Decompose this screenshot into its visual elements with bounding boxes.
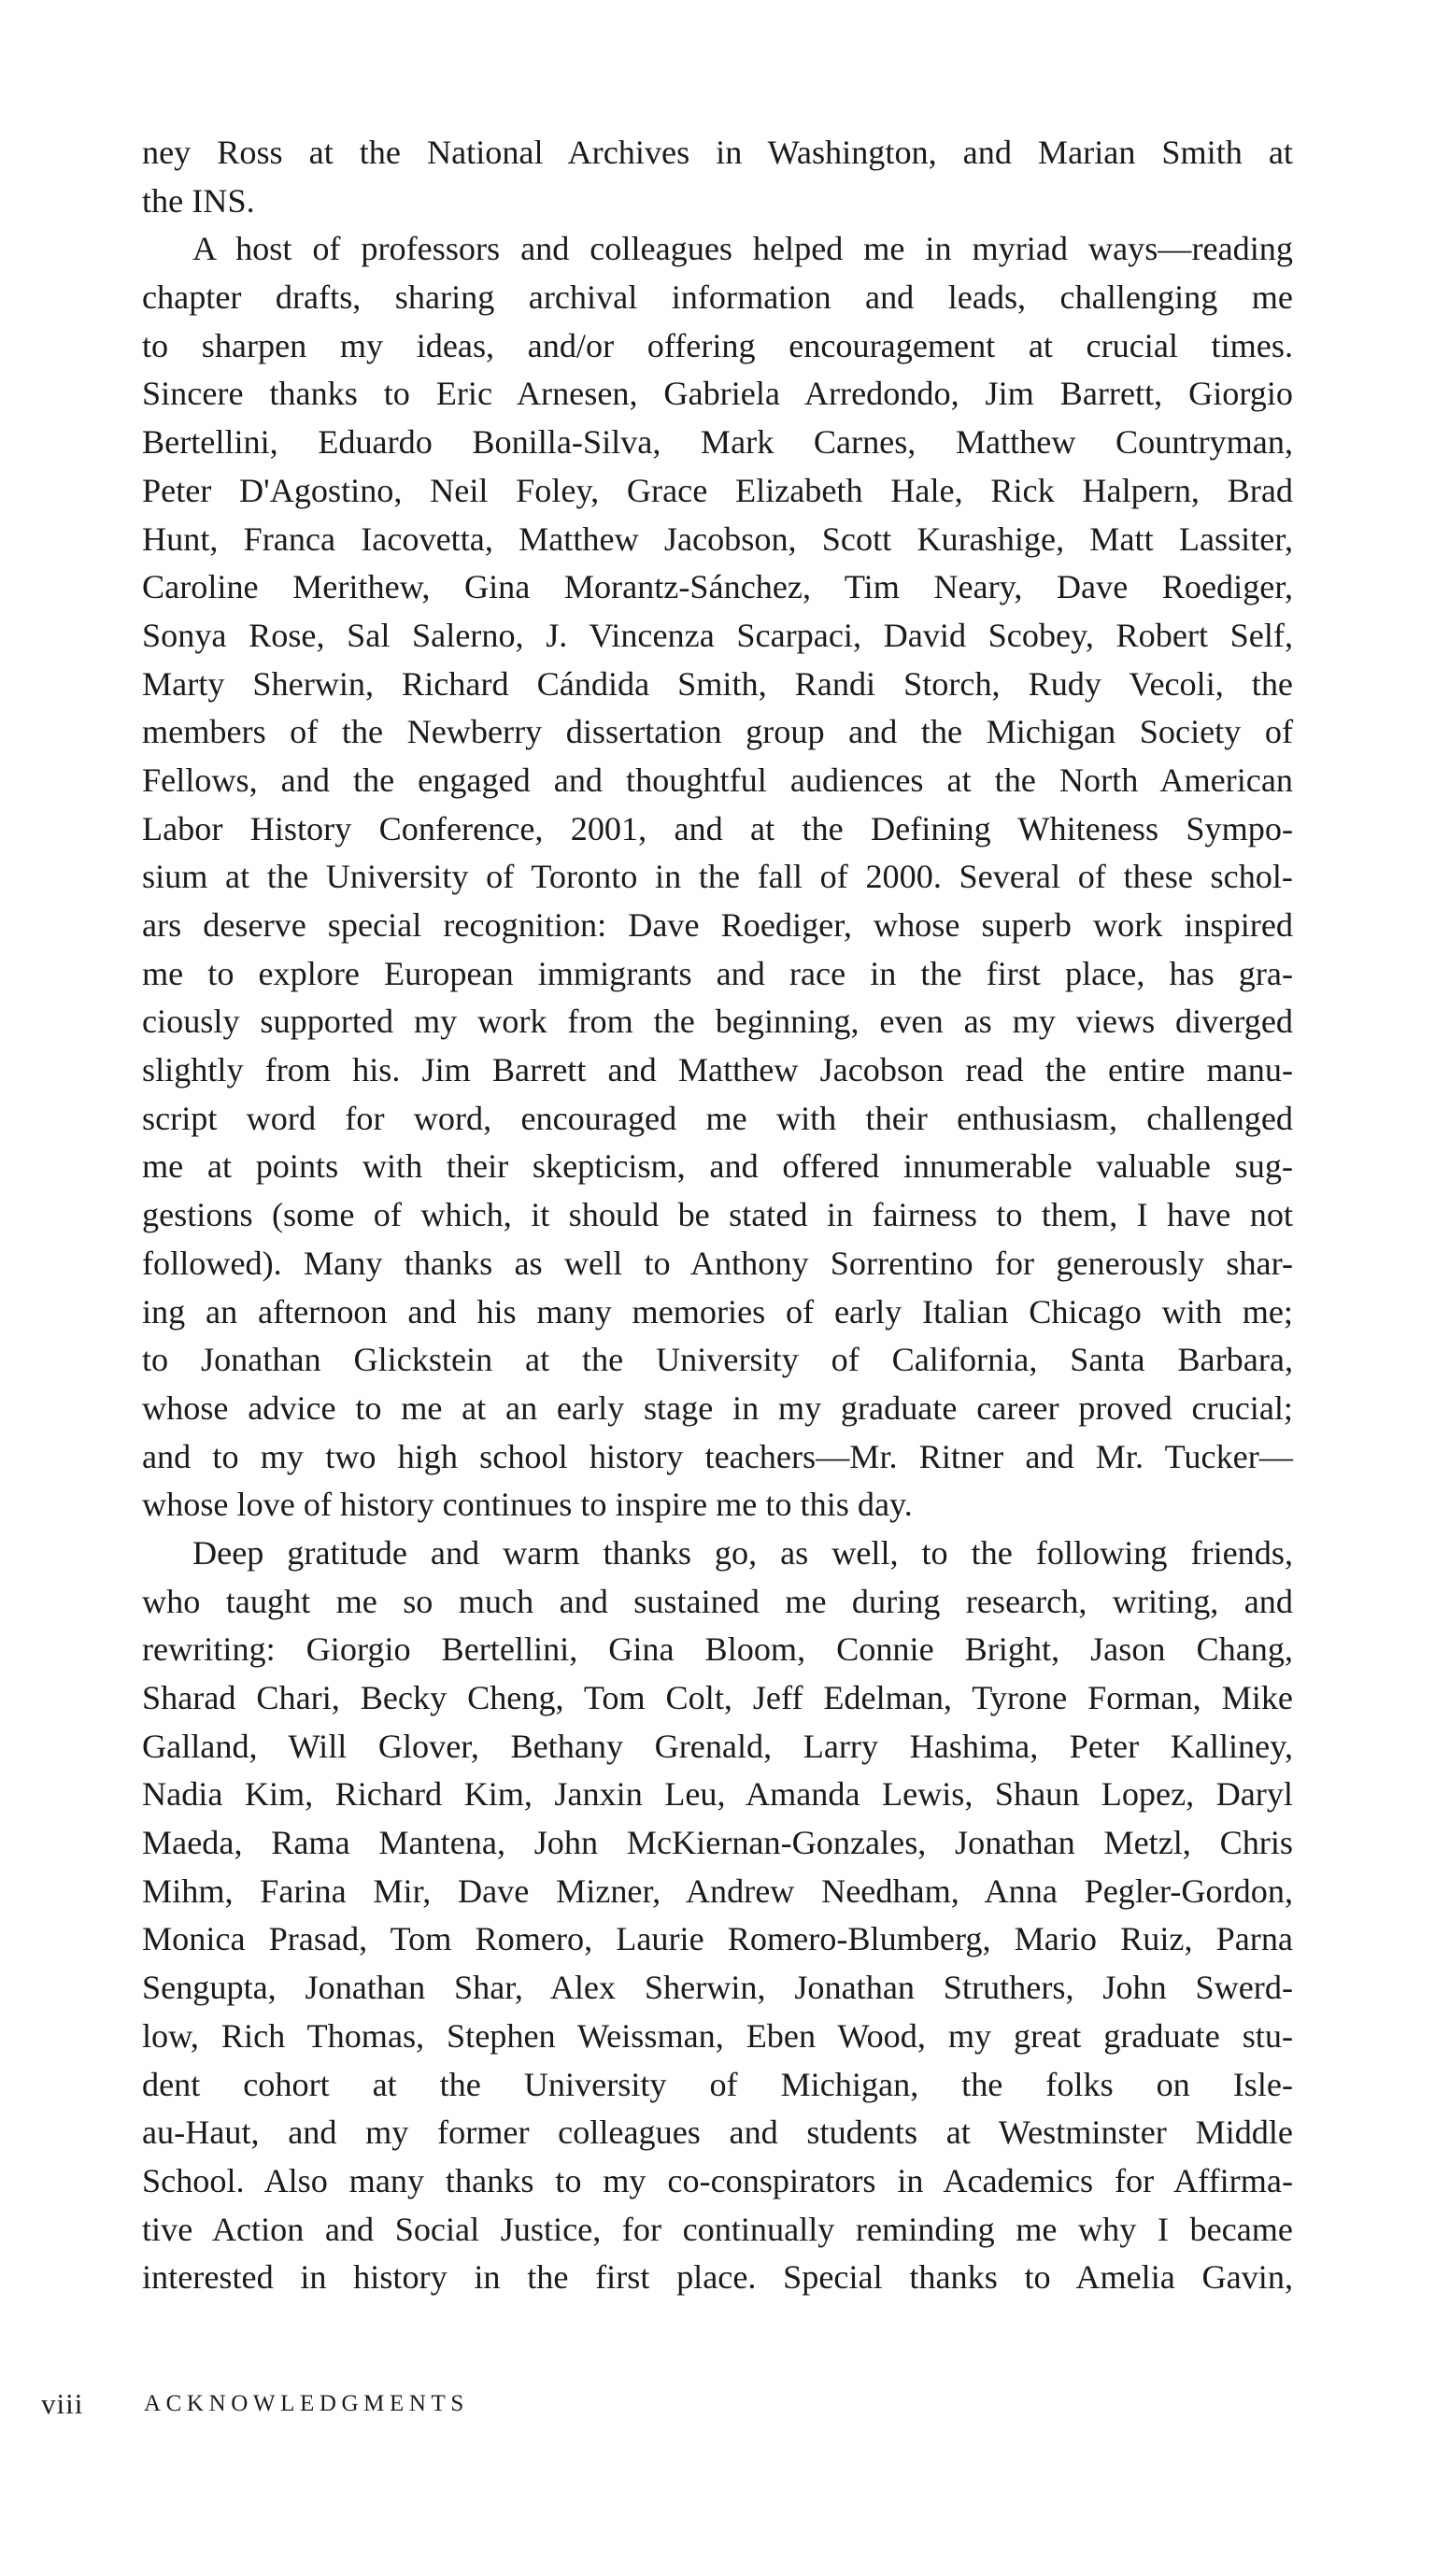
text-line: Fellows, and the engaged and thoughtful audiences at the North American	[142, 761, 1293, 799]
text-line: Monica Prasad, Tom Romero, Laurie Romero-Blumberg, Mario Ruiz, Parna	[142, 1920, 1293, 1958]
text-line: Hunt, Franca Iacovetta, Matthew Jacobson, Scott Kurashige, Matt Lassiter,	[142, 519, 1293, 558]
text-line: who taught me so much and sustained me during research, writing, and	[142, 1582, 1293, 1620]
text-line: Labor History Conference, 2001, and at the Defining Whiteness Sympo-	[142, 809, 1293, 847]
text-line: School. Also many thanks to my co-conspirators in Academics for Affirma-	[142, 2161, 1293, 2199]
text-line: gestions (some of which, it should be stated in fairness to them, I have not	[142, 1196, 1293, 1234]
text-line: the INS.	[142, 181, 255, 220]
text-line: Sengupta, Jonathan Shar, Alex Sherwin, Jonathan Struthers, John Swerd-	[142, 1969, 1293, 2007]
text-line: A host of professors and colleagues helped me in myriad ways—reading	[192, 230, 1293, 268]
text-line: au-Haut, and my former colleagues and students at Westminster Middle	[142, 2113, 1293, 2152]
text-line: Nadia Kim, Richard Kim, Janxin Leu, Amanda Lewis, Shaun Lopez, Daryl	[142, 1775, 1293, 1814]
text-line: Marty Sherwin, Richard Cándida Smith, Randi Storch, Rudy Vecoli, the	[142, 664, 1293, 703]
text-line: ars deserve special recognition: Dave Roediger, whose superb work inspired	[142, 906, 1293, 944]
paragraph	[142, 225, 1293, 1530]
text-line: ney Ross at the National Archives in Washington, and Marian Smith at	[142, 134, 1293, 171]
text-line: Bertellini, Eduardo Bonilla-Silva, Mark Carnes, Matthew Countryman,	[142, 423, 1293, 462]
text-line: Sonya Rose, Sal Salerno, J. Vincenza Scarpaci, David Scobey, Robert Self,	[142, 616, 1293, 654]
text-line: followed). Many thanks as well to Anthony Sorrentino for generously shar-	[142, 1244, 1293, 1282]
text-line: sium at the University of Toronto in the fall of 2000. Several of these schol-	[142, 858, 1293, 896]
text-line: members of the Newberry dissertation group and the Michigan Society of	[142, 713, 1293, 751]
text-line: Galland, Will Glover, Bethany Grenald, Larry Hashima, Peter Kalliney,	[142, 1727, 1293, 1765]
text-line: interested in history in the first place. Special thanks to Amelia Gavin,	[142, 2258, 1293, 2297]
text-line: tive Action and Social Justice, for continually reminding me why I became	[142, 2210, 1293, 2248]
text-line: chapter drafts, sharing archival information and leads, challenging me	[142, 278, 1293, 317]
page-number: viii	[41, 2387, 84, 2420]
text-line: Caroline Merithew, Gina Morantz-Sánchez, Tim Neary, Dave Roediger,	[142, 568, 1293, 606]
text-line: Deep gratitude and warm thanks go, as well, to the following friends,	[192, 1533, 1293, 1572]
text-line: Peter D'Agostino, Neil Foley, Grace Elizabeth Hale, Rick Halpern, Brad	[142, 471, 1293, 509]
paragraph	[142, 129, 1293, 225]
text-line: ciously supported my work from the beginning, even as my views diverged	[142, 1003, 1293, 1041]
running-head: ACKNOWLEDGMENTS	[144, 2391, 469, 2416]
text-line: ing an afternoon and his many memories of early Italian Chicago with me;	[142, 1292, 1293, 1331]
acknowledgments-text	[142, 129, 1293, 2302]
text-line: script word for word, encouraged me with their enthusiasm, challenged	[142, 1099, 1293, 1137]
text-line: dent cohort at the University of Michigan, the folks on Isle-	[142, 2065, 1293, 2103]
text-line: low, Rich Thomas, Stephen Weissman, Eben Wood, my great graduate stu-	[142, 2016, 1293, 2055]
text-line: Mihm, Farina Mir, Dave Mizner, Andrew Needham, Anna Pegler-Gordon,	[142, 1872, 1293, 1910]
text-line: whose advice to me at an early stage in my graduate career proved crucial;	[142, 1388, 1293, 1427]
text-line: me to explore European immigrants and race in the first place, has gra-	[142, 954, 1293, 992]
paragraph	[142, 1530, 1293, 2302]
text-line: to sharpen my ideas, and/or offering encouragement at crucial times.	[142, 326, 1293, 364]
text-line: slightly from his. Jim Barrett and Matthew Jacobson read the entire manu-	[142, 1051, 1293, 1089]
text-line: me at points with their skepticism, and offered innumerable valuable sug-	[142, 1147, 1293, 1186]
page-body	[142, 129, 1293, 2302]
text-line: Sincere thanks to Eric Arnesen, Gabriela Arredondo, Jim Barrett, Giorgio	[142, 375, 1293, 413]
page-footer	[41, 2385, 469, 2423]
text-line: Sharad Chari, Becky Cheng, Tom Colt, Jeff Edelman, Tyrone Forman, Mike	[142, 1679, 1293, 1716]
text-line: rewriting: Giorgio Bertellini, Gina Bloom, Connie Bright, Jason Chang,	[142, 1630, 1293, 1669]
text-line: and to my two high school history teachers—Mr. Ritner and Mr. Tucker—	[142, 1437, 1293, 1475]
text-line: whose love of history continues to inspire me to this day.	[142, 1486, 913, 1524]
text-line: to Jonathan Glickstein at the University of California, Santa Barbara,	[142, 1341, 1293, 1379]
text-line: Maeda, Rama Mantena, John McKiernan-Gonzales, Jonathan Metzl, Chris	[142, 1824, 1293, 1862]
